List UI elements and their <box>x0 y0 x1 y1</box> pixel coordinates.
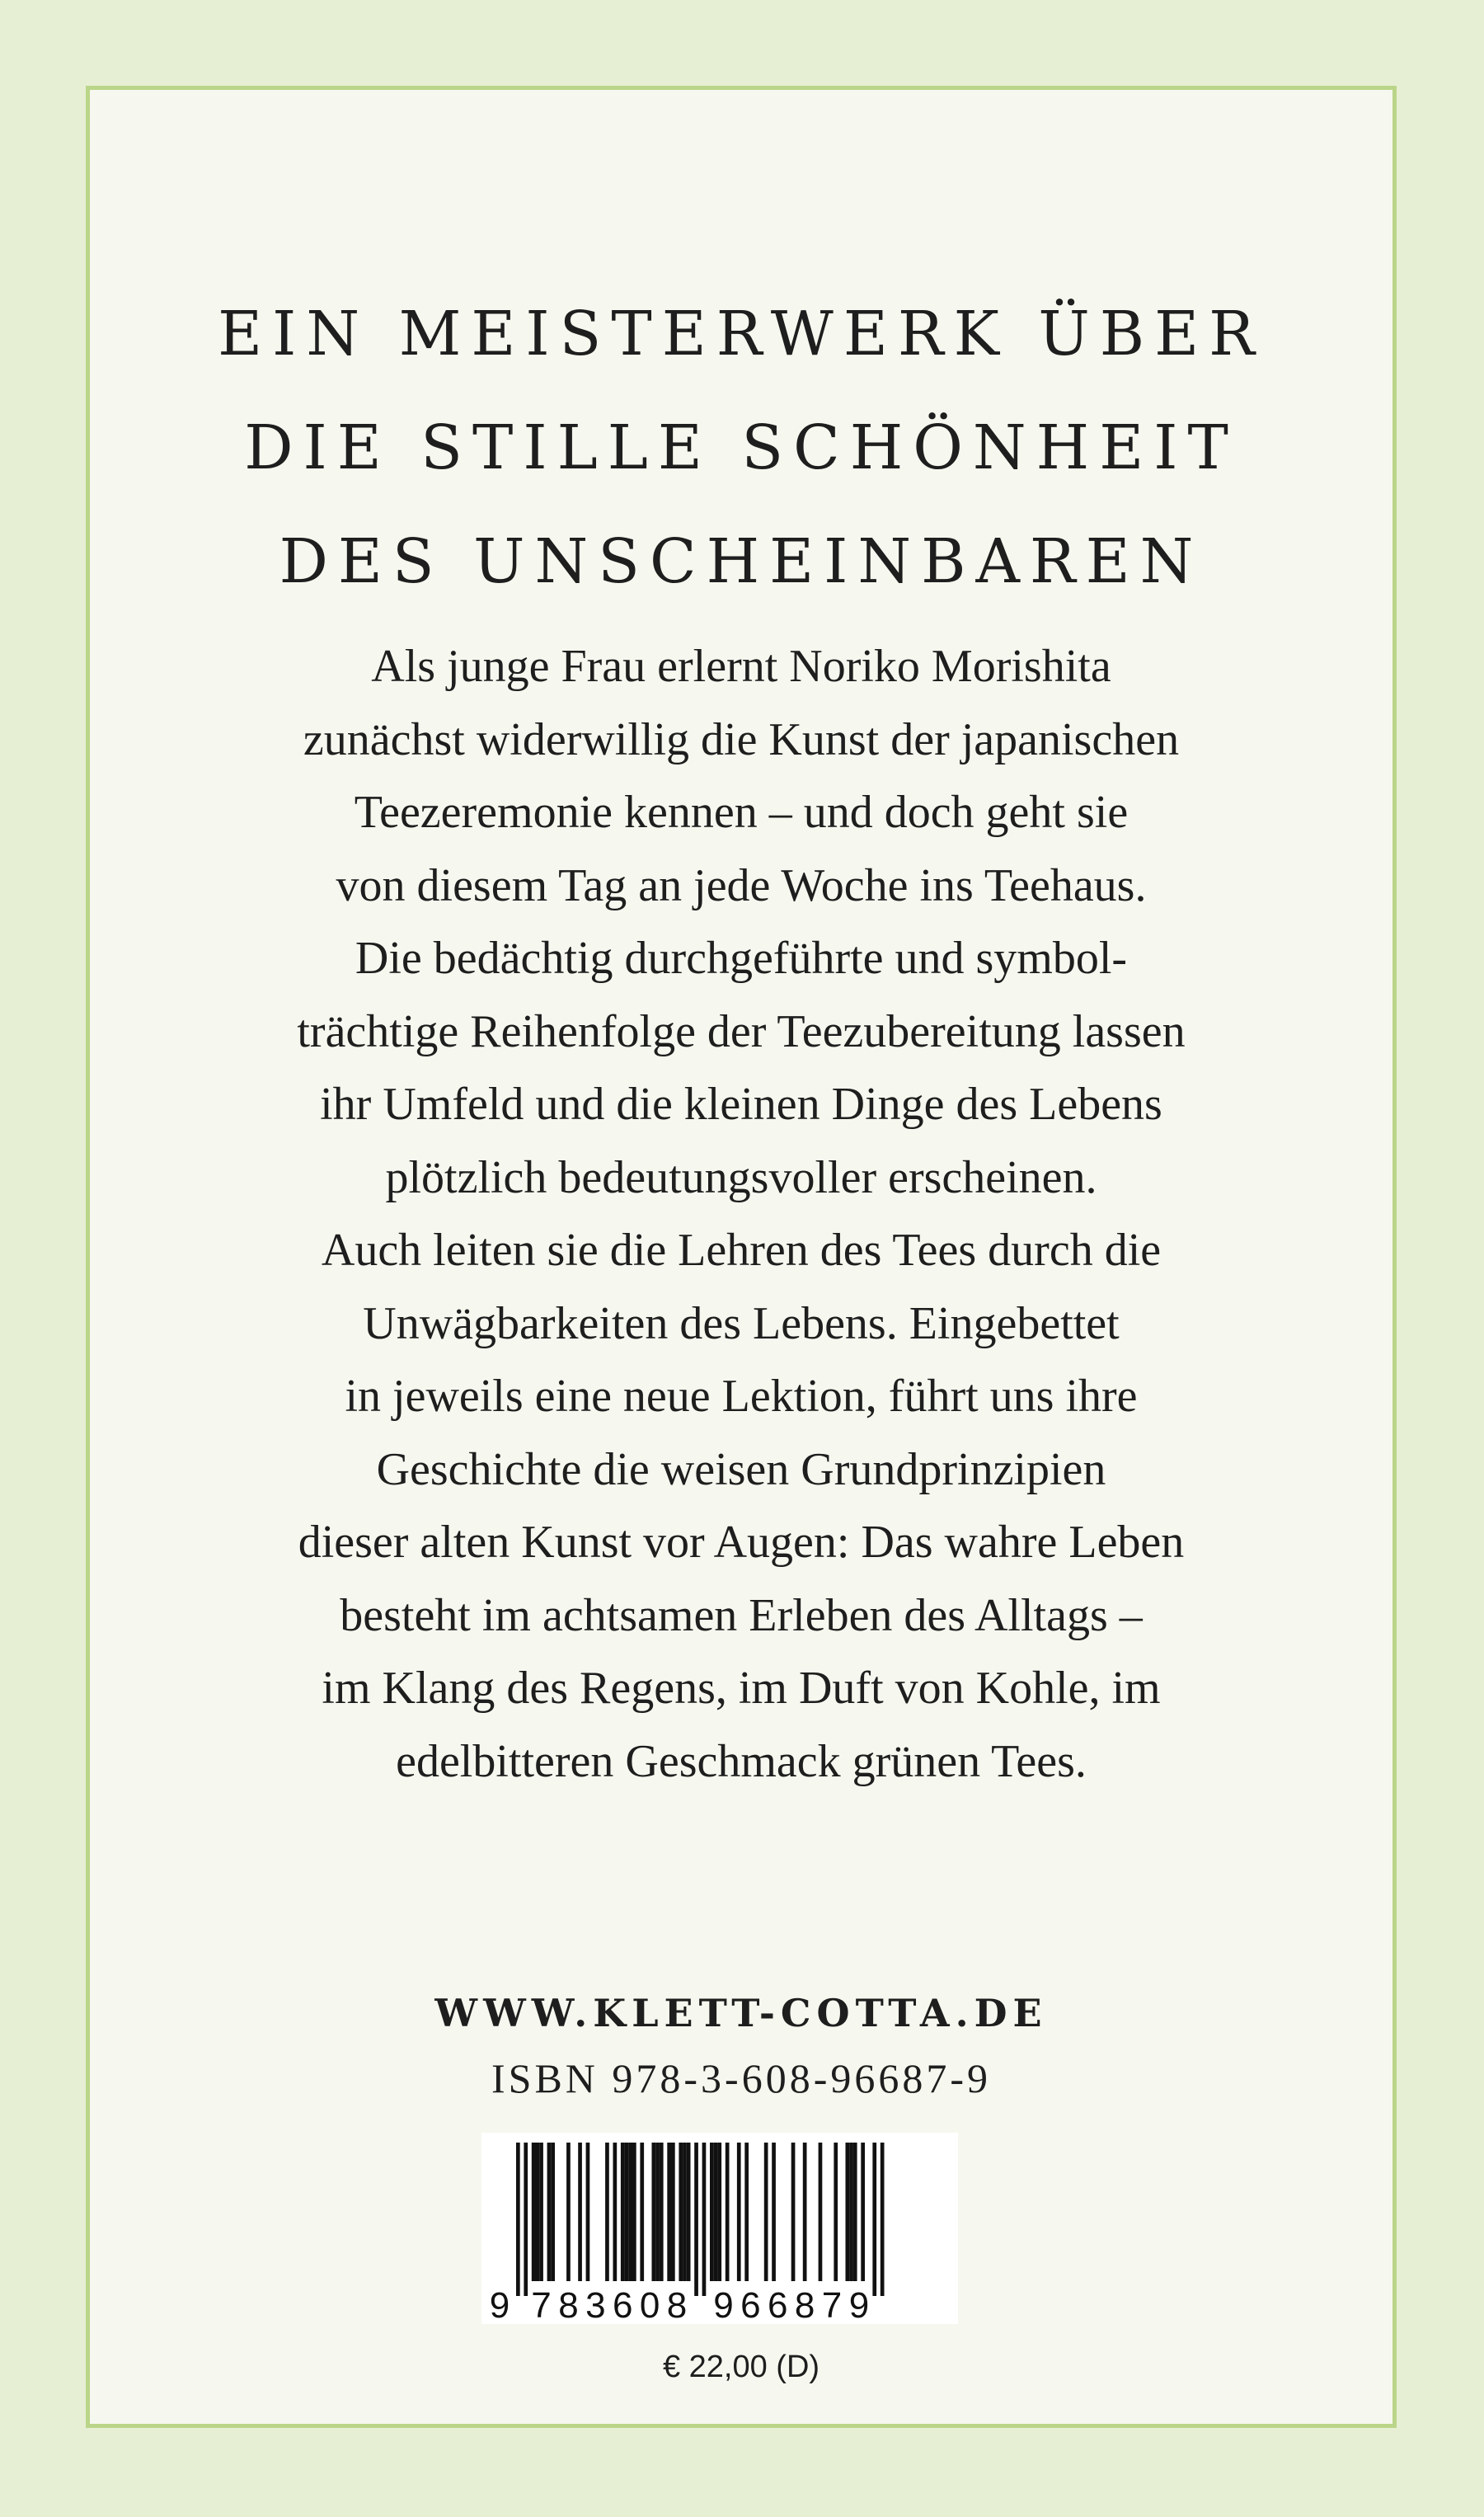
barcode-digit: 8 <box>558 2285 579 2324</box>
back-cover-panel <box>86 86 1397 2428</box>
barcode-bar <box>539 2143 543 2281</box>
barcode-digit: 7 <box>531 2285 552 2324</box>
blurb-line: besteht im achtsamen Erleben des Alltags – <box>340 1589 1143 1641</box>
barcode-bar <box>710 2143 714 2281</box>
barcode-bar <box>671 2143 675 2281</box>
barcode-bar <box>652 2143 656 2281</box>
blurb-line: Geschichte die weisen Grundprinzipien <box>376 1443 1106 1495</box>
barcode-bar <box>632 2143 636 2281</box>
barcode-bar <box>803 2143 807 2281</box>
blurb-line: in jeweils eine neue Lektion, führt uns ihre <box>345 1371 1138 1422</box>
barcode-bar <box>764 2143 768 2281</box>
blurb-line: Teezeremonie kennen – und doch geht sie <box>354 787 1129 838</box>
publisher-website: WWW.KLETT-COTTA.DE <box>434 1991 1048 2035</box>
barcode-bar <box>621 2143 625 2281</box>
blurb-line: von diesem Tag an jede Woche ins Teehaus. <box>336 859 1147 911</box>
barcode-graphic <box>481 2133 958 2324</box>
blurb-line: Unwägbarkeiten des Lebens. Eingebettet <box>363 1297 1120 1349</box>
blurb-line: plötzlich bedeutungsvoller erscheinen. <box>385 1151 1097 1203</box>
barcode-bar <box>536 2143 540 2281</box>
blurb-line: zunächst widerwillig die Kunst der japanischen <box>303 713 1180 765</box>
barcode-bar <box>717 2143 721 2281</box>
headline-line: DES UNSCHEINBAREN <box>279 526 1204 597</box>
barcode-bar <box>660 2143 664 2281</box>
barcode-bar <box>655 2143 660 2281</box>
barcode-digit: 6 <box>768 2285 788 2324</box>
barcode-bar <box>516 2143 520 2296</box>
barcode-bar <box>861 2143 865 2281</box>
barcode-digit: 8 <box>666 2285 688 2324</box>
barcode-digit: 8 <box>794 2285 815 2324</box>
blurb-line: ihr Umfeld und die kleinen Dinge des Lebens <box>320 1079 1162 1130</box>
barcode-bar <box>744 2143 749 2281</box>
barcode-bar <box>532 2143 536 2281</box>
barcode-bar <box>625 2143 629 2281</box>
barcode-bar <box>849 2143 853 2281</box>
headline <box>90 277 1392 619</box>
barcode-digit: 6 <box>613 2285 633 2324</box>
barcode-bar <box>772 2143 776 2281</box>
blurb-line: trächtige Reihenfolge der Teezubereitung lassen <box>297 1005 1186 1057</box>
barcode-bar <box>667 2143 671 2281</box>
barcode-bar <box>687 2143 691 2281</box>
barcode-bar <box>791 2143 796 2281</box>
barcode-bar <box>613 2143 618 2281</box>
headline-line: EIN MEISTERWERK ÜBER <box>218 299 1265 369</box>
barcode-bar <box>881 2143 885 2296</box>
barcode <box>481 2133 958 2324</box>
barcode-bar <box>547 2143 552 2281</box>
barcode-bar <box>640 2143 644 2281</box>
blurb-line: Auch leiten sie die Lehren des Tees durch die <box>321 1225 1162 1276</box>
barcode-bar <box>551 2143 555 2281</box>
barcode-bar <box>714 2143 718 2281</box>
barcode-bar <box>694 2143 698 2296</box>
blurb-line: edelbitteren Geschmack grünen Tees. <box>396 1735 1087 1787</box>
barcode-digit: 7 <box>821 2285 843 2324</box>
barcode-bar <box>819 2143 823 2281</box>
barcode-digit: 0 <box>639 2285 660 2324</box>
barcode-digit: 6 <box>740 2285 761 2324</box>
barcode-bar <box>737 2143 741 2281</box>
barcode-bar <box>683 2143 687 2281</box>
barcode-bar <box>566 2143 571 2281</box>
barcode-bar <box>846 2143 850 2281</box>
barcode-bar <box>726 2143 730 2281</box>
barcode-bar <box>586 2143 590 2281</box>
isbn-number: ISBN 978-3-608-96687-9 <box>491 2055 992 2101</box>
barcode-bar <box>872 2143 876 2296</box>
barcode-digit: 3 <box>585 2285 606 2324</box>
blurb-text <box>90 630 1392 1798</box>
barcode-digit: 9 <box>489 2285 510 2324</box>
barcode-digit: 9 <box>713 2285 734 2324</box>
barcode-bar <box>605 2143 609 2281</box>
barcode-bar <box>679 2143 683 2281</box>
blurb-line: Als junge Frau erlernt Noriko Morishita <box>371 641 1111 692</box>
barcode-bar <box>578 2143 582 2281</box>
barcode-bar <box>524 2143 528 2296</box>
price: € 22,00 (D) <box>662 2350 820 2384</box>
barcode-bar <box>834 2143 838 2281</box>
barcode-digit: 9 <box>848 2285 870 2324</box>
blurb-line: dieser alten Kunst vor Augen: Das wahre Leben <box>298 1517 1185 1568</box>
barcode-bar <box>628 2143 632 2281</box>
barcode-bar <box>853 2143 857 2281</box>
headline-line: DIE STILLE SCHÖNHEIT <box>244 412 1238 483</box>
blurb-line: Die bedächtig durchgeführte und symbol- <box>355 933 1128 984</box>
blurb-line: im Klang des Regens, im Duft von Kohle, im <box>322 1663 1161 1714</box>
barcode-bar <box>702 2143 707 2296</box>
